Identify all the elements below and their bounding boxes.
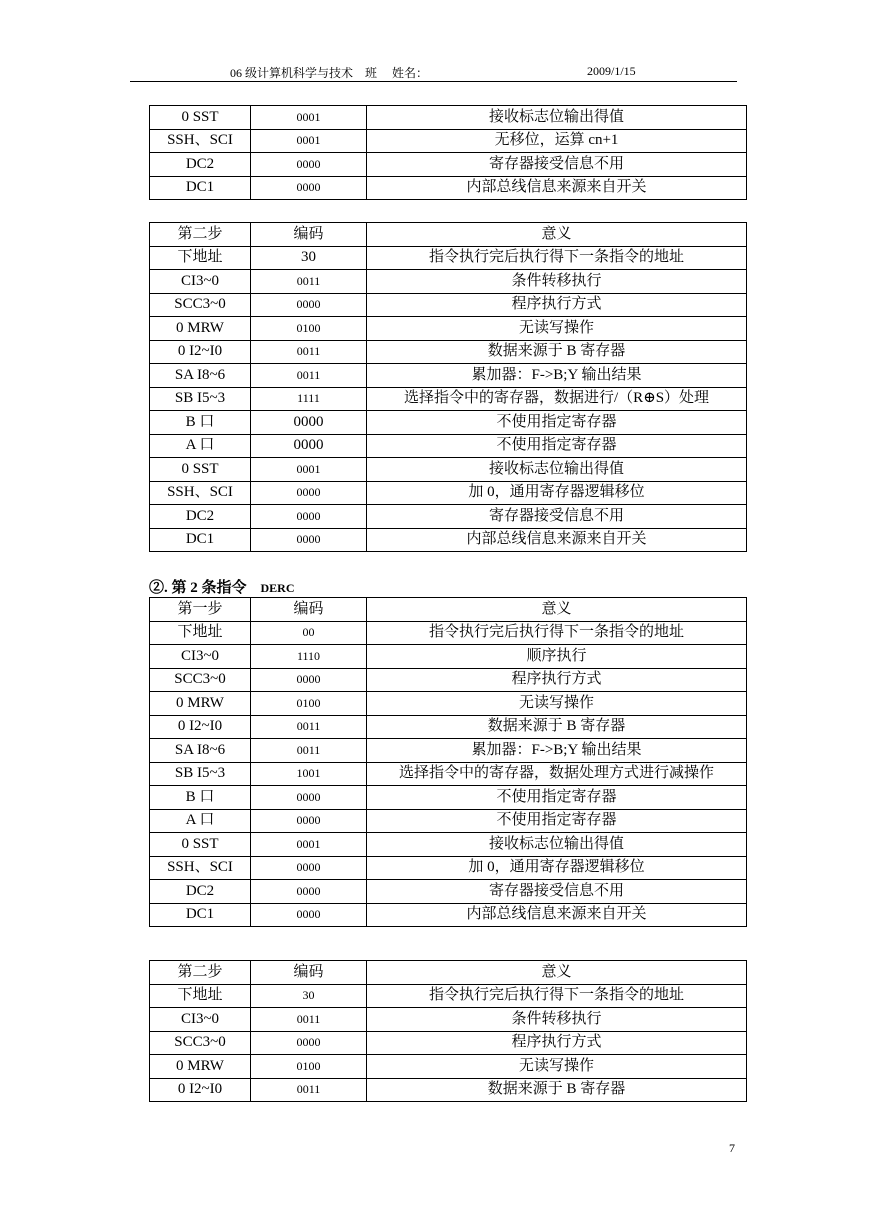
- meaning-cell: 指令执行完后执行得下一条指令的地址: [367, 984, 747, 1008]
- code-cell: 1001: [251, 762, 367, 786]
- table-row: [150, 129, 747, 153]
- field-cell: SB I5~3: [150, 762, 251, 786]
- field-cell: 0 SST: [150, 458, 251, 482]
- table-row: [150, 293, 747, 317]
- meaning-cell: 指令执行完后执行得下一条指令的地址: [367, 246, 747, 270]
- field-cell: CI3~0: [150, 645, 251, 669]
- table-row: [150, 984, 747, 1008]
- table-row: [150, 762, 747, 786]
- meaning-cell: 程序执行方式: [367, 668, 747, 692]
- field-cell: SCC3~0: [150, 293, 251, 317]
- code-cell: 0011: [251, 1008, 367, 1032]
- field-cell: 下地址: [150, 246, 251, 270]
- header-code: 编码: [251, 223, 367, 247]
- header-step: 第二步: [150, 223, 251, 247]
- code-cell: 0000: [251, 668, 367, 692]
- code-cell: 0001: [251, 106, 367, 130]
- code-cell: 0000: [251, 153, 367, 177]
- meaning-cell: 接收标志位输出得值: [367, 833, 747, 857]
- field-cell: SSH、SCI: [150, 481, 251, 505]
- meaning-cell: 累加器：F->B;Y 输出结果: [367, 364, 747, 388]
- table-row: [150, 528, 747, 552]
- table-header-row: [150, 223, 747, 247]
- section-heading-instruction-2: [149, 576, 295, 597]
- table-row: [150, 340, 747, 364]
- table-row: [150, 176, 747, 200]
- code-cell: 0000: [251, 903, 367, 927]
- table-row: [150, 786, 747, 810]
- header-class-name: 06 级计算机科学与技术 班 姓名：: [230, 66, 429, 80]
- table-row: [150, 317, 747, 341]
- header-meaning: 意义: [367, 598, 747, 622]
- code-cell: 0001: [251, 833, 367, 857]
- field-cell: SCC3~0: [150, 1031, 251, 1055]
- table-row: [150, 1055, 747, 1079]
- meaning-cell: 加 0，通用寄存器逻辑移位: [367, 481, 747, 505]
- code-cell: 0011: [251, 340, 367, 364]
- microcode-table-derc-step-1: [149, 597, 747, 927]
- code-cell: 0000: [251, 293, 367, 317]
- table-row: [150, 106, 747, 130]
- code-cell: 30: [251, 984, 367, 1008]
- table-row: [150, 434, 747, 458]
- table-row: [150, 833, 747, 857]
- meaning-cell: 数据来源于 B 寄存器: [367, 715, 747, 739]
- field-cell: CI3~0: [150, 270, 251, 294]
- meaning-cell: 数据来源于 B 寄存器: [367, 340, 747, 364]
- meaning-cell: 不使用指定寄存器: [367, 411, 747, 435]
- meaning-cell: 接收标志位输出得值: [367, 458, 747, 482]
- field-cell: SSH、SCI: [150, 856, 251, 880]
- table-row: [150, 809, 747, 833]
- field-cell: DC2: [150, 505, 251, 529]
- meaning-cell: 不使用指定寄存器: [367, 809, 747, 833]
- code-cell: 0011: [251, 739, 367, 763]
- code-cell: 0000: [251, 856, 367, 880]
- field-cell: 0 MRW: [150, 692, 251, 716]
- meaning-cell: 选择指令中的寄存器，数据进行/（R⊕S）处理: [367, 387, 747, 411]
- table-row: [150, 856, 747, 880]
- field-cell: SA I8~6: [150, 364, 251, 388]
- field-cell: A 口: [150, 434, 251, 458]
- page-header: [130, 62, 737, 82]
- code-cell: 0100: [251, 692, 367, 716]
- code-cell: 0011: [251, 364, 367, 388]
- header-code: 编码: [251, 961, 367, 985]
- code-cell: 0001: [251, 129, 367, 153]
- header-step: 第一步: [150, 598, 251, 622]
- header-date: 2009/1/15: [587, 64, 636, 78]
- field-cell: SA I8~6: [150, 739, 251, 763]
- code-cell: 00: [251, 621, 367, 645]
- meaning-cell: 顺序执行: [367, 645, 747, 669]
- field-cell: B 口: [150, 411, 251, 435]
- field-cell: B 口: [150, 786, 251, 810]
- field-cell: DC1: [150, 528, 251, 552]
- meaning-cell: 无读写操作: [367, 692, 747, 716]
- meaning-cell: 累加器：F->B;Y 输出结果: [367, 739, 747, 763]
- field-cell: 下地址: [150, 621, 251, 645]
- header-meaning: 意义: [367, 223, 747, 247]
- table-header-row: [150, 961, 747, 985]
- meaning-cell: 条件转移执行: [367, 1008, 747, 1032]
- code-cell: 0000: [251, 528, 367, 552]
- table-header-row: [150, 598, 747, 622]
- meaning-cell: 寄存器接受信息不用: [367, 880, 747, 904]
- table-row: [150, 645, 747, 669]
- header-meaning: 意义: [367, 961, 747, 985]
- field-cell: 0 I2~I0: [150, 1078, 251, 1102]
- table-row: [150, 880, 747, 904]
- code-cell: 1111: [251, 387, 367, 411]
- meaning-cell: 加 0，通用寄存器逻辑移位: [367, 856, 747, 880]
- meaning-cell: 内部总线信息来源来自开关: [367, 528, 747, 552]
- meaning-cell: 寄存器接受信息不用: [367, 153, 747, 177]
- field-cell: 0 MRW: [150, 1055, 251, 1079]
- code-cell: 0000: [251, 176, 367, 200]
- meaning-cell: 寄存器接受信息不用: [367, 505, 747, 529]
- meaning-cell: 条件转移执行: [367, 270, 747, 294]
- microcode-table-derc-step-2: [149, 960, 747, 1102]
- field-cell: 0 SST: [150, 106, 251, 130]
- meaning-cell: 程序执行方式: [367, 293, 747, 317]
- microcode-table-step-2: [149, 222, 747, 552]
- field-cell: 下地址: [150, 984, 251, 1008]
- field-cell: SB I5~3: [150, 387, 251, 411]
- field-cell: CI3~0: [150, 1008, 251, 1032]
- meaning-cell: 内部总线信息来源来自开关: [367, 903, 747, 927]
- field-cell: DC2: [150, 153, 251, 177]
- code-cell: 0000: [251, 505, 367, 529]
- code-cell: 0011: [251, 270, 367, 294]
- code-cell: 0100: [251, 317, 367, 341]
- meaning-cell: 程序执行方式: [367, 1031, 747, 1055]
- table-row: [150, 1031, 747, 1055]
- table-row: [150, 387, 747, 411]
- table-row: [150, 621, 747, 645]
- field-cell: DC1: [150, 176, 251, 200]
- section-heading-text: ②. 第 2 条指令: [149, 580, 247, 596]
- code-cell: 0000: [251, 434, 367, 458]
- table-row: [150, 153, 747, 177]
- page-number: 7: [729, 1141, 735, 1155]
- table-row: [150, 903, 747, 927]
- field-cell: SCC3~0: [150, 668, 251, 692]
- field-cell: 0 MRW: [150, 317, 251, 341]
- code-cell: 0000: [251, 809, 367, 833]
- meaning-cell: 指令执行完后执行得下一条指令的地址: [367, 621, 747, 645]
- table-row: [150, 1078, 747, 1102]
- meaning-cell: 不使用指定寄存器: [367, 786, 747, 810]
- code-cell: 0000: [251, 1031, 367, 1055]
- code-cell: 0100: [251, 1055, 367, 1079]
- table-row: [150, 458, 747, 482]
- code-cell: 1110: [251, 645, 367, 669]
- meaning-cell: 数据来源于 B 寄存器: [367, 1078, 747, 1102]
- code-cell: 0000: [251, 880, 367, 904]
- field-cell: SSH、SCI: [150, 129, 251, 153]
- table-row: [150, 692, 747, 716]
- meaning-cell: 接收标志位输出得值: [367, 106, 747, 130]
- microcode-table-1-continued: [149, 105, 747, 200]
- table-row: [150, 668, 747, 692]
- table-row: [150, 739, 747, 763]
- field-cell: 0 I2~I0: [150, 715, 251, 739]
- table-row: [150, 1008, 747, 1032]
- meaning-cell: 内部总线信息来源来自开关: [367, 176, 747, 200]
- meaning-cell: 无移位，运算 cn+1: [367, 129, 747, 153]
- table-row: [150, 715, 747, 739]
- table-row: [150, 270, 747, 294]
- table-row: [150, 481, 747, 505]
- meaning-cell: 无读写操作: [367, 1055, 747, 1079]
- code-cell: 0000: [251, 786, 367, 810]
- meaning-cell: 不使用指定寄存器: [367, 434, 747, 458]
- table-row: [150, 411, 747, 435]
- instruction-mnemonic: DERC: [260, 581, 295, 595]
- code-cell: 0011: [251, 1078, 367, 1102]
- header-code: 编码: [251, 598, 367, 622]
- code-cell: 0000: [251, 481, 367, 505]
- code-cell: 30: [251, 246, 367, 270]
- field-cell: A 口: [150, 809, 251, 833]
- meaning-cell: 选择指令中的寄存器，数据处理方式进行减操作: [367, 762, 747, 786]
- code-cell: 0001: [251, 458, 367, 482]
- field-cell: DC2: [150, 880, 251, 904]
- field-cell: 0 SST: [150, 833, 251, 857]
- code-cell: 0000: [251, 411, 367, 435]
- table-row: [150, 364, 747, 388]
- code-cell: 0011: [251, 715, 367, 739]
- header-step: 第二步: [150, 961, 251, 985]
- field-cell: DC1: [150, 903, 251, 927]
- table-row: [150, 246, 747, 270]
- table-row: [150, 505, 747, 529]
- field-cell: 0 I2~I0: [150, 340, 251, 364]
- meaning-cell: 无读写操作: [367, 317, 747, 341]
